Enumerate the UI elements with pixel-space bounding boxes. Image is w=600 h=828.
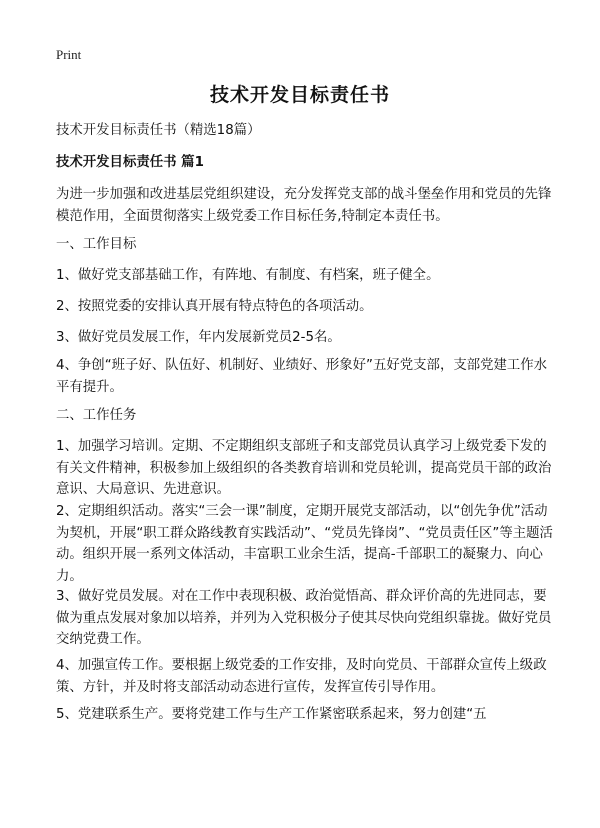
task-item-1: 1、加强学习培训。定期、不定期组织支部班子和支部党员认真学习上级党委下发的有关文件精神，积极参加上级组织的各类教育培训和党员轮训，提高党员干部的政治意识、大局意识、先进意识。 xyxy=(56,439,552,497)
goal-item-1: 1、做好党支部基础工作，有阵地、有制度、有档案，班子健全。 xyxy=(56,268,440,283)
heading-goals: 一、工作目标 xyxy=(56,237,137,252)
heading-tasks: 二、工作任务 xyxy=(56,408,137,423)
document-subtitle: 技术开发目标责任书（精选18篇） xyxy=(56,123,261,138)
section-title: 技术开发目标责任书 篇1 xyxy=(56,155,204,170)
task-item-3: 3、做好党员发展。对在工作中表现积极、政治觉悟高、群众评价高的先进同志，要做为重点发展对象加以培养，并列为入党积极分子使其尽快向党组织靠拢。做好党员交纳党费工作。 xyxy=(56,589,552,647)
intro-paragraph: 为进一步加强和改进基层党组织建设，充分发挥党支部的战斗堡垒作用和党员的先锋模范作用，全面贯彻落实上级党委工作目标任务,特制定本责任书。 xyxy=(56,187,552,224)
goal-item-3: 3、做好党员发展工作，年内发展新党员2-5名。 xyxy=(56,330,341,345)
document-title: 技术开发目标责任书 xyxy=(209,84,390,106)
task-item-4: 4、加强宣传工作。要根据上级党委的工作安排，及时向党员、干部群众宣传上级政策、方针，并及时将支部活动动态进行宣传，发挥宣传引导作用。 xyxy=(56,658,547,695)
goal-item-2: 2、按照党委的安排认真开展有特点特色的各项活动。 xyxy=(56,299,373,314)
goal-item-4: 4、争创“班子好、队伍好、机制好、业绩好、形象好”五好党支部，支部党建工作水平有提升。 xyxy=(56,358,548,395)
task-item-2: 2、定期组织活动。落实“三会一课”制度，定期开展党支部活动，以“创先争优”活动为契机，开展“职工群众路线教育实践活动”、“党员先锋岗”、“党员责任区”等主题活动。组织开展一系列文体活动，丰富职工业余生活，提高-千部职工的凝聚力、向心力。 xyxy=(56,504,553,584)
task-item-5: 5、党建联系生产。要将党建工作与生产工作紧密联系起来，努力创建“五 xyxy=(56,707,487,722)
print-label: Print xyxy=(56,47,82,62)
